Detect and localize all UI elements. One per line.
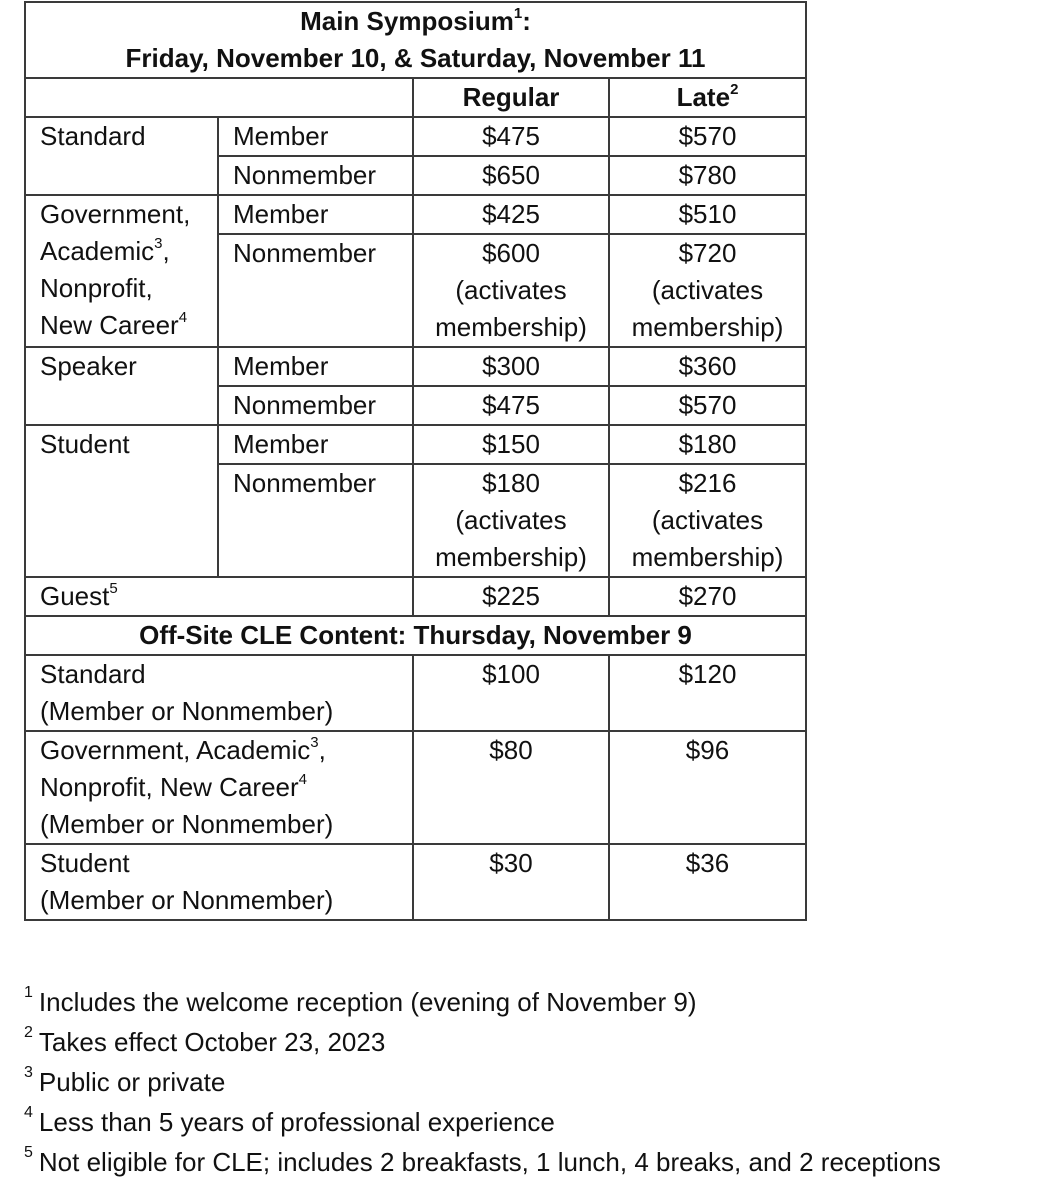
offsite-title: Off-Site CLE Content: Thursday, November 9	[25, 616, 806, 655]
table-row	[25, 425, 806, 464]
category-speaker: Speaker	[25, 347, 218, 425]
member-type: Member	[218, 425, 413, 464]
regular-price: $180 (activates membership)	[413, 464, 609, 577]
late-price: $36	[609, 844, 806, 920]
member-type: Member	[218, 117, 413, 156]
offsite-category-standard: Standard (Member or Nonmember)	[25, 655, 413, 731]
footnote: $^4$ Less than 5 years of professional experience	[24, 1104, 555, 1137]
late-price: $270	[609, 577, 806, 616]
footnote: $^2$ Takes effect October 23, 2023	[24, 1024, 386, 1057]
late-price: $360	[609, 347, 806, 386]
category-guest: Guest$^5$	[25, 577, 413, 616]
footnote: $^5$ Not eligible for CLE; includes 2 breakfasts, 1 lunch, 4 breaks, and 2 receptions	[24, 1144, 941, 1177]
late-price: $96	[609, 731, 806, 844]
member-type: Member	[218, 195, 413, 234]
table-row	[25, 195, 806, 234]
footnotes	[24, 982, 941, 1182]
late-price: $720 (activates membership)	[609, 234, 806, 347]
late-price: $120	[609, 655, 806, 731]
regular-price: $150	[413, 425, 609, 464]
footnote: $^1$ Includes the welcome reception (evening of November 9)	[24, 984, 697, 1017]
regular-column-header: Regular	[413, 78, 609, 117]
regular-price: $30	[413, 844, 609, 920]
table-row	[25, 347, 806, 386]
regular-price: $100	[413, 655, 609, 731]
offsite-category-student: Student (Member or Nonmember)	[25, 844, 413, 920]
regular-price: $300	[413, 347, 609, 386]
member-type: Nonmember	[218, 464, 413, 577]
column-header-row	[25, 78, 806, 117]
regular-price: $425	[413, 195, 609, 234]
late-price: $570	[609, 117, 806, 156]
table-row	[25, 117, 806, 156]
footnote: $^3$ Public or private	[24, 1064, 226, 1097]
regular-price: $80	[413, 731, 609, 844]
table-row	[25, 655, 806, 731]
main-symposium-title-row	[25, 2, 806, 78]
regular-price: $475	[413, 117, 609, 156]
category-government-academic: Government, Academic$^3$, Nonprofit, New Career$^4$	[25, 195, 218, 347]
late-price: $570	[609, 386, 806, 425]
table-row	[25, 844, 806, 920]
category-standard: Standard	[25, 117, 218, 195]
regular-price: $650	[413, 156, 609, 195]
blank-header-cell	[25, 78, 413, 117]
late-price: $180	[609, 425, 806, 464]
table-row	[25, 577, 806, 616]
main-symposium-dates: Friday, November 10, & Saturday, November 11	[125, 43, 706, 73]
member-type: Nonmember	[218, 156, 413, 195]
offsite-title-row	[25, 616, 806, 655]
member-type: Nonmember	[218, 386, 413, 425]
main-symposium-title: Main Symposium$^1$: Friday, November 10, & Saturday, November 11	[25, 2, 806, 78]
late-price: $216 (activates membership)	[609, 464, 806, 577]
registration-fee-table	[24, 1, 807, 921]
member-type: Member	[218, 347, 413, 386]
late-column-header: Late$^2$	[609, 78, 806, 117]
offsite-category-government-academic: Government, Academic$^3$, Nonprofit, New Career$^4$ (Member or Nonmember)	[25, 731, 413, 844]
regular-price: $225	[413, 577, 609, 616]
member-type: Nonmember	[218, 234, 413, 347]
category-student: Student	[25, 425, 218, 577]
regular-price: $475	[413, 386, 609, 425]
late-price: $780	[609, 156, 806, 195]
table-row	[25, 731, 806, 844]
regular-price: $600 (activates membership)	[413, 234, 609, 347]
late-price: $510	[609, 195, 806, 234]
